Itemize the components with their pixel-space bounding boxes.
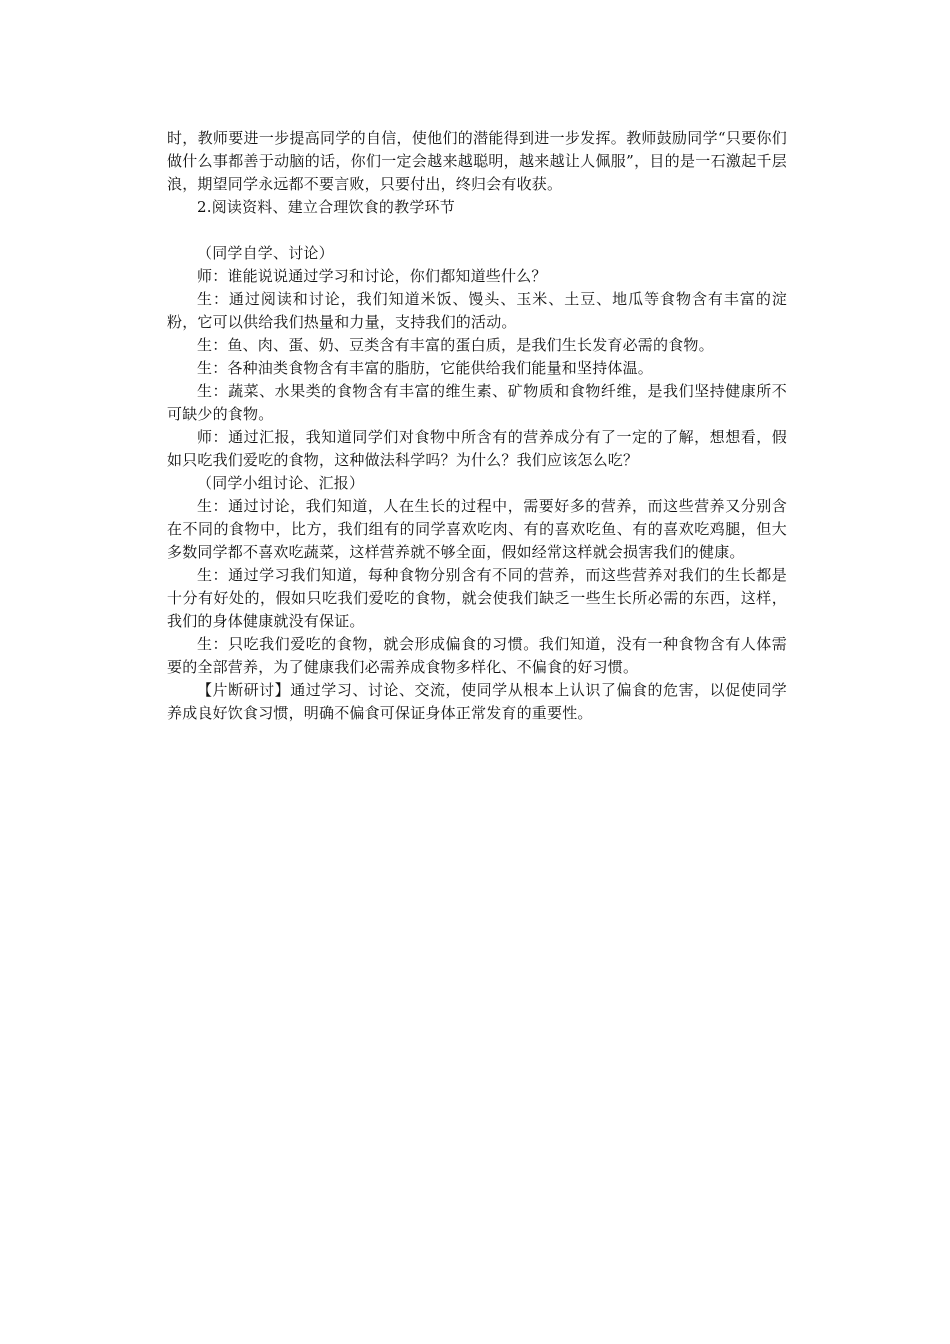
paragraph-stage-note: （同学小组讨论、汇报） <box>197 474 365 492</box>
paragraph-intro: 时，教师要进一步提高同学的自信，使他们的潜能得到进一步发挥。教师鼓励同学“只要你们做什么事都善于动脑的话，你们一定会越来越聪明，越来越让人佩服”，目的是一石激起千层浪，期望同学永远都不要言败，只要付出，终归会有收获。 <box>167 129 787 193</box>
paragraph-student-answer: 生：鱼、肉、蛋、奶、豆类含有丰富的蛋白质，是我们生长发育必需的食物。 <box>197 336 714 354</box>
paragraph-student-answer: 生：通过阅读和讨论，我们知道米饭、馒头、玉米、土豆、地瓜等食物含有丰富的淀粉，它可以供给我们热量和力量，支持我们的活动。 <box>167 290 787 331</box>
paragraph-teacher-question: 师：通过汇报，我知道同学们对食物中所含有的营养成分有了一定的了解，想想看，假如只吃我们爱吃的食物，这种做法科学吗？为什么？我们应该怎么吃？ <box>167 428 787 469</box>
section-heading: 2.阅读资料、建立合理饮食的教学环节 <box>197 198 455 216</box>
paragraph-student-answer: 生：蔬菜、水果类的食物含有丰富的维生素、矿物质和食物纤维，是我们坚持健康所不可缺少的食物。 <box>167 382 787 423</box>
paragraph-student-answer: 生：各种油类食物含有丰富的脂肪，它能供给我们能量和坚持体温。 <box>197 359 654 377</box>
paragraph-student-answer: 生：通过学习我们知道，每种食物分别含有不同的营养，而这些营养对我们的生长都是十分有好处的，假如只吃我们爱吃的食物，就会使我们缺乏一些生长所必需的东西，这样，我们的身体健康就没有保证。 <box>167 566 787 630</box>
paragraph-commentary: 【片断研讨】通过学习、讨论、交流，使同学从根本上认识了偏食的危害，以促使同学养成良好饮食习惯，明确不偏食可保证身体正常发育的重要性。 <box>167 681 787 722</box>
document-body <box>167 127 787 725</box>
paragraph-student-answer: 生：通过讨论，我们知道，人在生长的过程中，需要好多的营养，而这些营养又分别含在不同的食物中，比方，我们组有的同学喜欢吃肉、有的喜欢吃鱼、有的喜欢吃鸡腿，但大多数同学都不喜欢吃蔬菜，这样营养就不够全面，假如经常这样就会损害我们的健康。 <box>167 497 787 561</box>
paragraph-teacher-question: 师：谁能说说通过学习和讨论，你们都知道些什么？ <box>197 267 547 285</box>
paragraph-stage-note: （同学自学、讨论） <box>197 244 334 262</box>
paragraph-student-answer: 生：只吃我们爱吃的食物，就会形成偏食的习惯。我们知道，没有一种食物含有人体需要的全部营养，为了健康我们必需养成食物多样化、不偏食的好习惯。 <box>167 635 787 676</box>
blank-line <box>167 219 787 242</box>
